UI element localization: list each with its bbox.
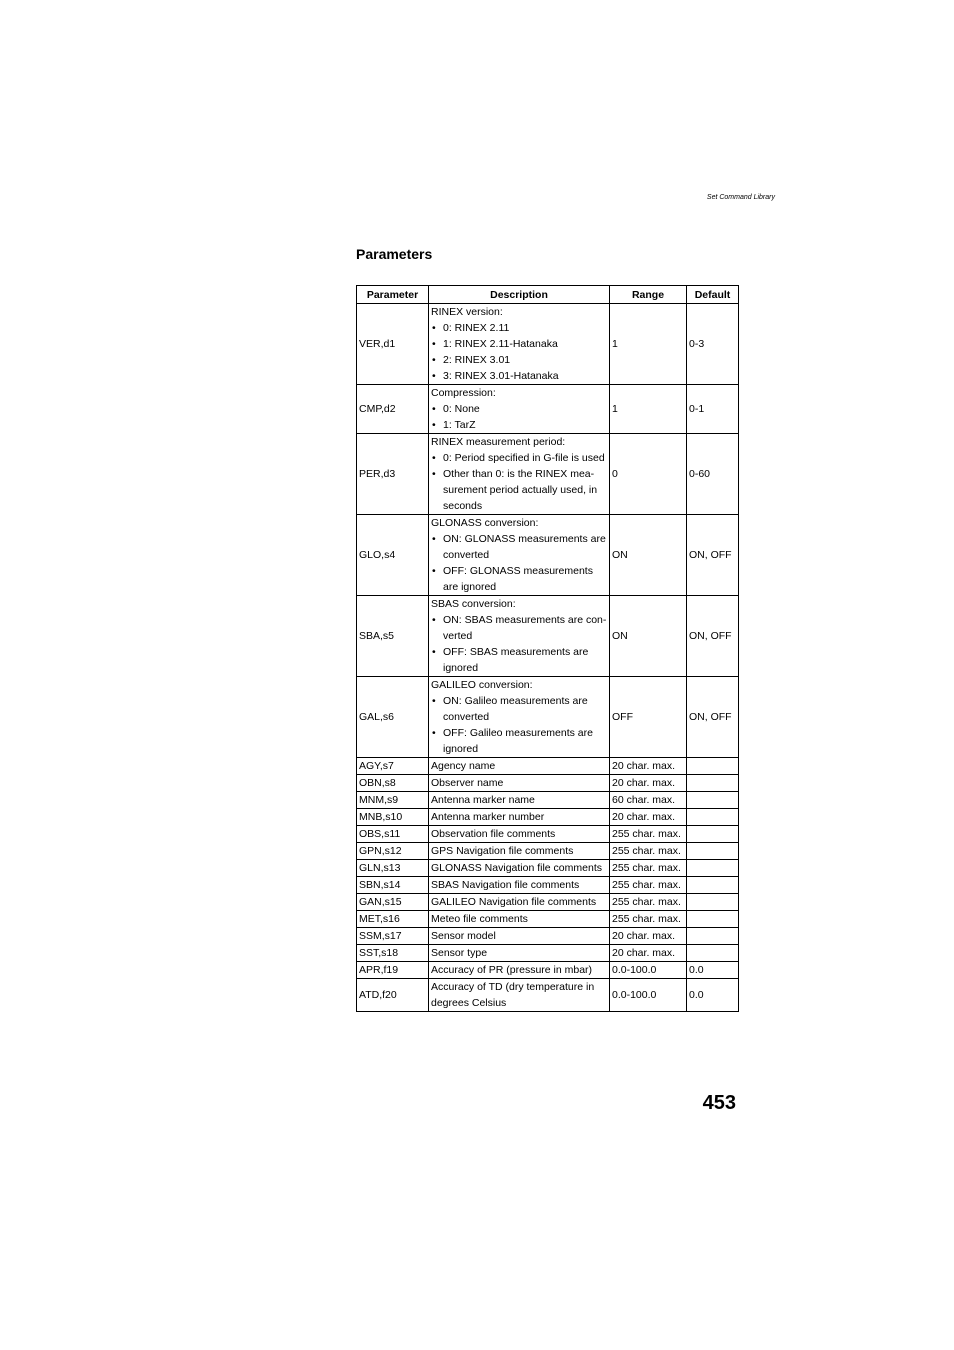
cell-default	[687, 775, 739, 792]
cell-parameter: GPN,s12	[357, 843, 429, 860]
cell-default: 0.0	[687, 979, 739, 1012]
cell-range: 60 char. max.	[610, 792, 687, 809]
description-title: RINEX version:	[431, 306, 503, 318]
cell-range: ON	[610, 515, 687, 596]
cell-parameter: SBA,s5	[357, 596, 429, 677]
parameters-table	[356, 285, 739, 1012]
section-heading: Parameters	[356, 246, 433, 262]
table-row	[357, 792, 739, 809]
cell-description	[429, 434, 610, 515]
cell-description: Meteo file comments	[429, 911, 610, 928]
description-bullets	[431, 531, 607, 595]
cell-range: 255 char. max.	[610, 860, 687, 877]
cell-default	[687, 911, 739, 928]
cell-range: 20 char. max.	[610, 758, 687, 775]
description-bullets	[431, 693, 607, 757]
table-row	[357, 894, 739, 911]
table-row	[357, 304, 739, 385]
bullet-item: • 1: TarZ	[431, 417, 607, 433]
table-row	[357, 877, 739, 894]
cell-range: 255 char. max.	[610, 826, 687, 843]
cell-range: 255 char. max.	[610, 911, 687, 928]
cell-range: 255 char. max.	[610, 843, 687, 860]
cell-description: GLONASS Navigation file comments	[429, 860, 610, 877]
table-row	[357, 843, 739, 860]
description-title: RINEX measurement period:	[431, 436, 566, 448]
cell-description: Sensor type	[429, 945, 610, 962]
cell-description: Accuracy of TD (dry temperature in degrees Celsius	[429, 979, 610, 1012]
cell-description: Accuracy of PR (pressure in mbar)	[429, 962, 610, 979]
description-bullets	[431, 320, 607, 384]
cell-parameter: PER,d3	[357, 434, 429, 515]
table-row	[357, 677, 739, 758]
cell-parameter: GLO,s4	[357, 515, 429, 596]
table-row	[357, 758, 739, 775]
column-header-range: Range	[610, 286, 687, 304]
cell-range: 1	[610, 304, 687, 385]
cell-parameter: GAL,s6	[357, 677, 429, 758]
cell-range: 20 char. max.	[610, 928, 687, 945]
cell-default	[687, 758, 739, 775]
cell-default	[687, 928, 739, 945]
cell-range: 0	[610, 434, 687, 515]
cell-description: Agency name	[429, 758, 610, 775]
cell-parameter: AGY,s7	[357, 758, 429, 775]
description-title: SBAS conversion:	[431, 598, 516, 610]
bullet-item: • 0: Period specified in G-file is used	[431, 450, 607, 466]
cell-description: Observer name	[429, 775, 610, 792]
description-bullets	[431, 450, 607, 514]
table-header-row	[357, 286, 739, 304]
bullet-item: • Other than 0: is the RINEX mea-surement period actually used, in seconds	[431, 466, 607, 514]
cell-default	[687, 860, 739, 877]
bullet-item: • 2: RINEX 3.01	[431, 352, 607, 368]
table-row	[357, 962, 739, 979]
cell-parameter: SST,s18	[357, 945, 429, 962]
table-row	[357, 515, 739, 596]
cell-description: Antenna marker name	[429, 792, 610, 809]
cell-range: ON	[610, 596, 687, 677]
table-row	[357, 911, 739, 928]
table-row	[357, 809, 739, 826]
description-title: GLONASS conversion:	[431, 517, 539, 529]
cell-parameter: GAN,s15	[357, 894, 429, 911]
cell-range: 255 char. max.	[610, 877, 687, 894]
column-header-default: Default	[687, 286, 739, 304]
cell-description: GALILEO Navigation file comments	[429, 894, 610, 911]
cell-parameter: MNB,s10	[357, 809, 429, 826]
cell-default	[687, 945, 739, 962]
cell-parameter: ATD,f20	[357, 979, 429, 1012]
bullet-item: • 1: RINEX 2.11-Hatanaka	[431, 336, 607, 352]
cell-default: 0.0	[687, 962, 739, 979]
column-header-parameter: Parameter	[357, 286, 429, 304]
cell-description	[429, 515, 610, 596]
cell-default: ON, OFF	[687, 515, 739, 596]
cell-default	[687, 843, 739, 860]
table-row	[357, 826, 739, 843]
cell-default: 0-3	[687, 304, 739, 385]
table-row	[357, 928, 739, 945]
bullet-item: • OFF: SBAS measurements are ignored	[431, 644, 607, 676]
cell-default: ON, OFF	[687, 677, 739, 758]
cell-range: 20 char. max.	[610, 945, 687, 962]
cell-description	[429, 304, 610, 385]
table-row	[357, 860, 739, 877]
bullet-item: • 3: RINEX 3.01-Hatanaka	[431, 368, 607, 384]
description-bullets	[431, 401, 607, 433]
cell-parameter: OBS,s11	[357, 826, 429, 843]
bullet-item: • OFF: Galileo measurements are ignored	[431, 725, 607, 757]
cell-range: 0.0-100.0	[610, 962, 687, 979]
cell-description: Sensor model	[429, 928, 610, 945]
cell-description: Observation file comments	[429, 826, 610, 843]
table-row	[357, 775, 739, 792]
cell-default	[687, 792, 739, 809]
cell-default	[687, 809, 739, 826]
cell-description: Antenna marker number	[429, 809, 610, 826]
table-row	[357, 945, 739, 962]
cell-range: 20 char. max.	[610, 775, 687, 792]
cell-range: 0.0-100.0	[610, 979, 687, 1012]
cell-range: OFF	[610, 677, 687, 758]
cell-description: GPS Navigation file comments	[429, 843, 610, 860]
cell-default: 0-60	[687, 434, 739, 515]
cell-parameter: CMP,d2	[357, 385, 429, 434]
cell-parameter: SSM,s17	[357, 928, 429, 945]
bullet-item: • ON: GLONASS measurements are converted	[431, 531, 607, 563]
cell-parameter: GLN,s13	[357, 860, 429, 877]
cell-range: 20 char. max.	[610, 809, 687, 826]
bullet-item: • ON: Galileo measurements are converted	[431, 693, 607, 725]
cell-range: 255 char. max.	[610, 894, 687, 911]
cell-parameter: VER,d1	[357, 304, 429, 385]
cell-parameter: APR,f19	[357, 962, 429, 979]
cell-default	[687, 894, 739, 911]
table-row	[357, 596, 739, 677]
bullet-item: • ON: SBAS measurements are con-verted	[431, 612, 607, 644]
description-title: GALILEO conversion:	[431, 679, 533, 691]
cell-default	[687, 826, 739, 843]
description-title: Compression:	[431, 387, 496, 399]
description-bullets	[431, 612, 607, 676]
table-row	[357, 979, 739, 1012]
cell-default	[687, 877, 739, 894]
cell-parameter: MET,s16	[357, 911, 429, 928]
cell-default: ON, OFF	[687, 596, 739, 677]
column-header-description: Description	[429, 286, 610, 304]
table-row	[357, 434, 739, 515]
cell-parameter: MNM,s9	[357, 792, 429, 809]
cell-description: SBAS Navigation file comments	[429, 877, 610, 894]
cell-range: 1	[610, 385, 687, 434]
cell-description	[429, 596, 610, 677]
cell-default: 0-1	[687, 385, 739, 434]
bullet-item: • 0: RINEX 2.11	[431, 320, 607, 336]
cell-description	[429, 677, 610, 758]
cell-parameter: OBN,s8	[357, 775, 429, 792]
cell-description	[429, 385, 610, 434]
bullet-item: • 0: None	[431, 401, 607, 417]
table-row	[357, 385, 739, 434]
page-number: 453	[702, 1092, 736, 1114]
running-header: Set Command Library	[706, 194, 775, 201]
cell-parameter: SBN,s14	[357, 877, 429, 894]
bullet-item: • OFF: GLONASS measurements are ignored	[431, 563, 607, 595]
